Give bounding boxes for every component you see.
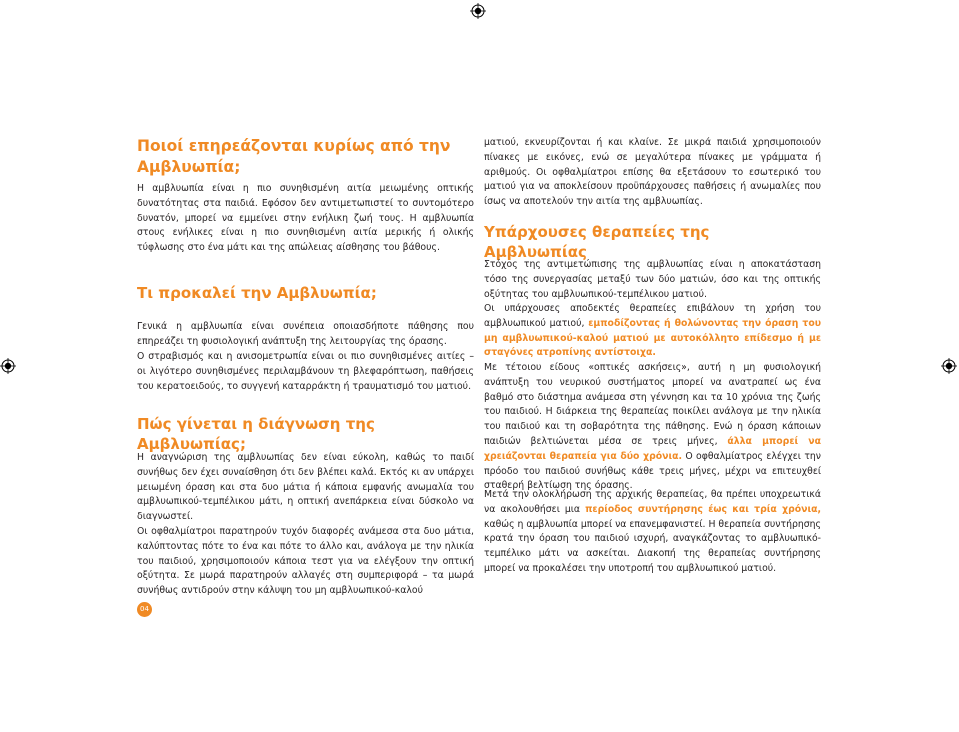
registration-mark-icon [0, 358, 16, 374]
heading-who-affected: Ποιοί επηρεάζονται κυρίως από την Αμβλυωπία; [137, 137, 451, 176]
paragraph-treatment-duration [484, 361, 821, 494]
treatment-duration-text: Με τέτοιου είδους «οπτικές ασκήσεις», αυτή η μη φυσιολογική ανάπτυξη του νευρικού συστήματος μπορεί να ανατραπεί ως ένα βαθμό στο διάστημα ανάμεσα στη γέννηση και τα 10 χρόνια της ζωής του παιδιού. Η διάρκεια της θεραπείας ποικίλει ανάλογα με την ηλικία του παιδιού και τη σοβαρότητα της πάθησης. Ενώ η όραση κάποιων παιδιών βελτιώνεται μέσα σε τρεις μήνες, [484, 362, 821, 447]
paragraph-causes-general: Γενικά η αμβλυωπία είναι συνέπεια οποιασδήποτε πάθησης που επηρεάζει τη φυσιολογική ανάπτυξη της λειτουργίας της όρασης. [137, 321, 474, 347]
page-number-badge: 04 [137, 602, 152, 617]
registration-mark-icon [470, 3, 486, 19]
paragraph-treatment-goal: Στόχος της αντιμετώπισης της αμβλυωπίας είναι η αποκατάσταση τόσο της συνεργασίας μεταξύ των δύο ματιών, όσο και της οπτικής οξύτητας του αμβλυωπικού-τεμπέλικου ματιού. [484, 259, 821, 300]
heading-causes: Τι προκαλεί την Αμβλυωπία; [137, 284, 377, 302]
paragraph-treatment-methods [484, 302, 821, 361]
treatment-duration-text-end: Ο οφθαλμίατρος ελέγχει την πρόοδο του παιδιού συνήθως κάθε τρεις μήνες, μέχρι να επιτευχθεί σταθερή βελτίωση της όρασης. [484, 450, 821, 492]
paragraph-diagnosis-1: Η αναγνώριση της αμβλυωπίας δεν είναι εύκολη, καθώς το παιδί συνήθως δεν έχει συναίσθηση ότι δεν βλέπει καλά. Εκτός κι αν υπάρχει μειωμένη όραση και στα δυο μάτια ή κάποια εμφανής ανωμαλία του αμβλυωπικού-τεμπέλικου μάτι, η οπτική ανεπάρκεια είναι δύσκολο να διαγνωστεί. [137, 452, 474, 523]
paragraph-causes-specific: Ο στραβισμός και η ανισομετρωπία είναι οι πιο συνηθισμένες αιτίες – οι λιγότερο συνηθισμένες περιλαμβάνουν τη βλεφαρόπτωση, παθήσεις του κερατοειδούς, το συγγενή καταρράκτη ή τραυματισμό του ματιού. [137, 351, 474, 392]
maintenance-highlight: περίοδος συντήρησης έως και τρία χρόνια, [585, 503, 821, 515]
registration-mark-icon [941, 358, 957, 374]
paragraph-maintenance [484, 488, 821, 577]
treatment-duration-highlight: άλλα μπορεί να χρειάζονται θεραπεία για δύο χρόνια. [484, 435, 821, 462]
paragraph-diagnosis-continued: ματιού, εκνευρίζονται ή και κλαίνε. Σε μικρά παιδιά χρησιμοποιούν πίνακες με εικόνες, ενώ σε μεγαλύτερα πίνακες με γράμματα ή αριθμούς. Οι οφθαλμίατροι επίσης θα εξετάσουν το εσωτερικό του ματιού για να αποκλείσουν προϋπάρχουσες παθήσεις ή ανωμαλίες που ίσως να αποτελούν την αιτία της αμβλυωπίας. [484, 137, 821, 208]
treatment-methods-text: Οι υπάρχουσες αποδεκτές θεραπείες επιβάλουν τη χρήση του αμβλυωπικού ματιού, [484, 303, 821, 329]
maintenance-text: Μετά την ολοκλήρωση της αρχικής θεραπείας, θα πρέπει υποχρεωτικά να ακολουθήσει μια [484, 489, 821, 515]
paragraph-diagnosis-2: Οι οφθαλμίατροι παρατηρούν τυχόν διαφορές ανάμεσα στα δυο μάτια, καλύπτοντας πότε το ένα και πότε το άλλο και, ανάλογα με την ηλικία του παιδιού, χρησιμοποιούν κάποια τεστ για να ελέγξουν την οπτική οξύτητα. Σε μωρά παρατηρούν αλλαγές στη συμπεριφορά – τα μωρά συνήθως αντιδρούν στην κάλυψη του μη αμβλυωπικού-καλού [137, 526, 474, 597]
heading-treatments: Υπάρχουσες θεραπείες της Αμβλυωπίας [484, 223, 710, 261]
heading-diagnosis: Πώς γίνεται η διάγνωση της Αμβλυωπίας; [137, 415, 375, 453]
paragraph-intro: Η αμβλυωπία είναι η πιο συνηθισμένη αιτία μειωμένης οπτικής δυνατότητας στα παιδιά. Εφόσον δεν αντιμετωπιστεί το συντομότερο δυνατόν, μπορεί να εμμείνει στην ενήλικη ζωή τους. Η αμβλυωπία στους ενήλικες είναι η πιο συνηθισμένη αιτία μερικής ή ολικής τύφλωσης στο ένα μάτι και της απώλειας αίσθησης του βάθους. [137, 183, 474, 254]
maintenance-text-end: καθώς η αμβλυωπία μπορεί να επανεμφανιστεί. Η θεραπεία συντήρησης κρατά την όραση του παιδιού ισχυρή, αναγκάζοντας το αμβλυωπικό-τεμπέλικο μάτι να ασκείται. Διακοπή της θεραπείας συντήρησης μπορεί να προκαλέσει την υποτροπή του αμβλυωπικού ματιού. [484, 518, 821, 574]
treatment-methods-highlight: εμποδίζοντας ή θολώνοντας την όραση του μη αμβλυωπικού-καλού ματιού με αυτοκόλλητο επίδεσμο ή με σταγόνες ατροπίνης αντίστοιχα. [484, 317, 821, 359]
